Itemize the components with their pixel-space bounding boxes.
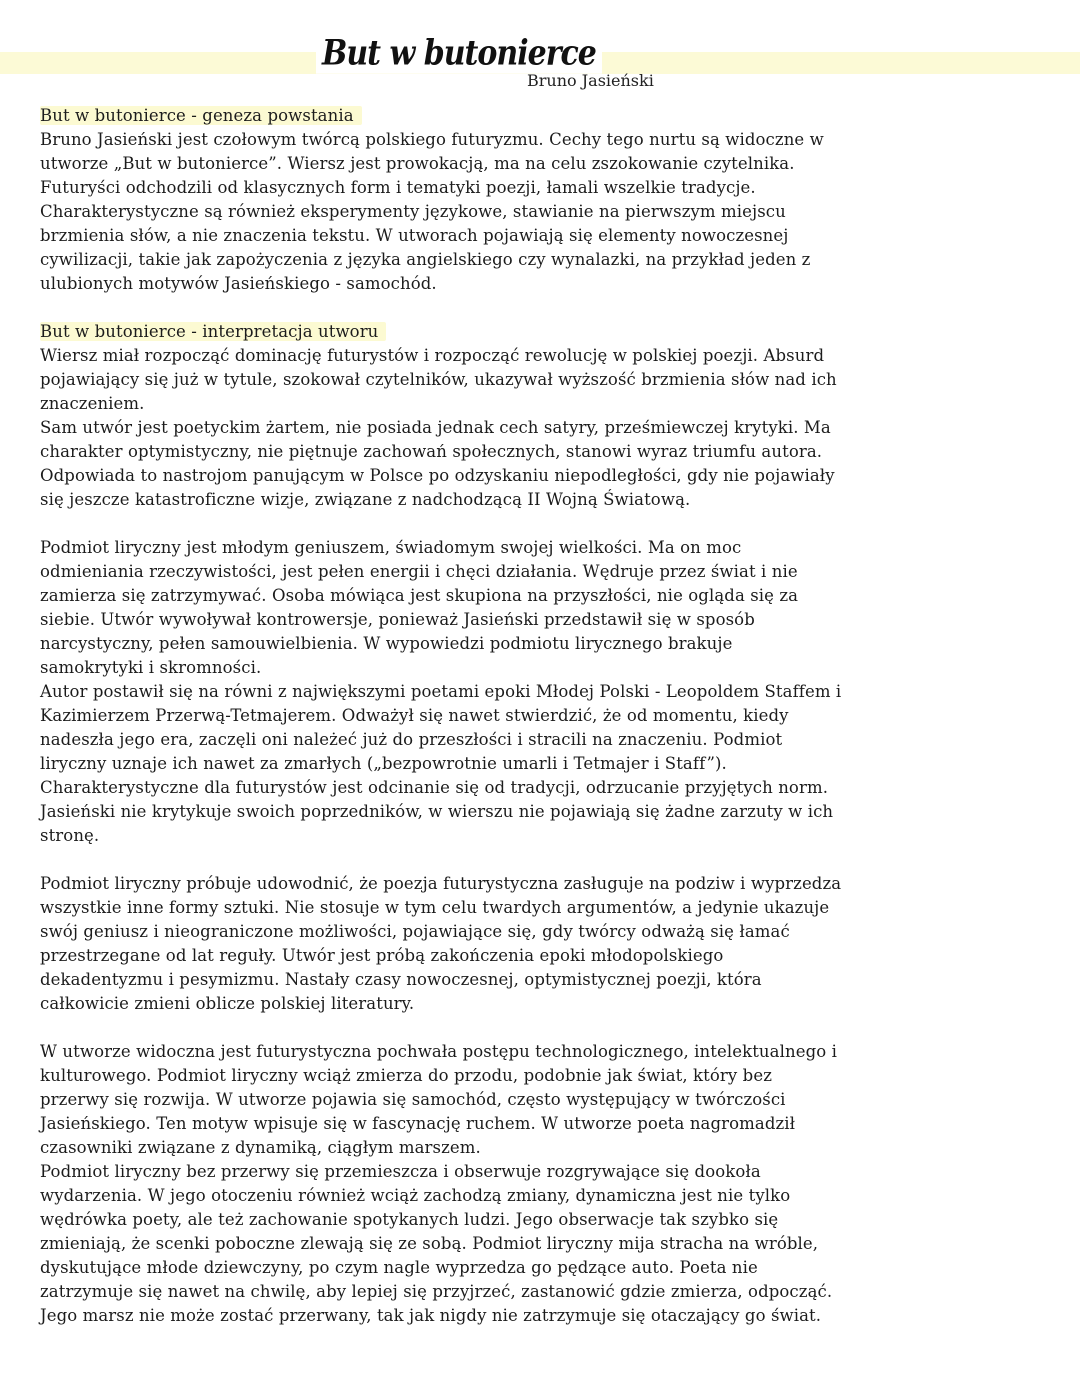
section-heading xyxy=(40,320,1060,344)
text-line: narcystyczny, pełen samouwielbienia. W wypowiedzi podmiotu lirycznego brakuje xyxy=(40,634,733,653)
text-line: Podmiot liryczny bez przerwy się przemieszcza i obserwuje rozgrywające się dookoła xyxy=(40,1162,761,1181)
text-line: wydarzenia. W jego otoczeniu również wciąż zachodzą zmiany, dynamiczna jest nie tylko xyxy=(40,1186,791,1205)
text-line: ulubionych motywów Jasieńskiego - samochód. xyxy=(40,274,437,293)
text-line: stronę. xyxy=(40,826,100,845)
document-body xyxy=(40,104,1060,1328)
text-line: nadeszła jego era, zaczęli oni należeć już do przeszłości i stracili na znaczeniu. Podmiot xyxy=(40,730,783,749)
paragraph xyxy=(40,128,1060,296)
text-line: znaczeniem. xyxy=(40,394,145,413)
text-line: Bruno Jasieński jest czołowym twórcą polskiego futuryzmu. Cechy tego nurtu są widoczne w xyxy=(40,130,824,149)
spacer xyxy=(40,296,1060,320)
text-line: cywilizacji, takie jak zapożyczenia z języka angielskiego czy wynalazki, na przykład jeden z xyxy=(40,250,811,269)
text-line: Odpowiada to nastrojom panującym w Polsce po odzyskaniu niepodległości, gdy nie pojawiały xyxy=(40,466,835,485)
section-heading xyxy=(40,104,1060,128)
text-line: wędrówka poety, ale też zachowanie spotykanych ludzi. Jego obserwacje tak szybko się xyxy=(40,1210,779,1229)
text-line: zamierza się zatrzymywać. Osoba mówiąca jest skupiona na przyszłości, nie ogląda się za xyxy=(40,586,799,605)
text-line: brzmienia słów, a nie znaczenia tekstu. W utworach pojawiają się elementy nowoczesnej xyxy=(40,226,789,245)
text-line: Podmiot liryczny próbuje udowodnić, że poezja futurystyczna zasługuje na podziw i wyprzedza xyxy=(40,874,842,893)
paragraph xyxy=(40,536,1060,848)
spacer xyxy=(40,1016,1060,1040)
text-line: przestrzegane od lat reguły. Utwór jest próbą zakończenia epoki młodopolskiego xyxy=(40,946,724,965)
text-line: charakter optymistyczny, nie piętnuje zachowań społecznych, stanowi wyraz triumfu autora. xyxy=(40,442,823,461)
text-line: W utworze widoczna jest futurystyczna pochwała postępu technologicznego, intelektualnego i xyxy=(40,1042,837,1061)
text-line: dekadentyzmu i pesymizmu. Nastały czasy nowoczesnej, optymistycznej poezji, która xyxy=(40,970,762,989)
paragraph xyxy=(40,344,1060,512)
text-line: Charakterystyczne są również eksperymenty językowe, stawianie na pierwszym miejscu xyxy=(40,202,786,221)
text-line: Podmiot liryczny jest młodym geniuszem, świadomym swojej wielkości. Ma on moc xyxy=(40,538,742,557)
text-line: Sam utwór jest poetyckim żartem, nie posiada jednak cech satyry, prześmiewczej krytyki. Ma xyxy=(40,418,831,437)
text-line: zmieniają, że scenki poboczne zlewają się ze sobą. Podmiot liryczny mija stracha na wróble, xyxy=(40,1234,819,1253)
text-line: liryczny uznaje ich nawet za zmarłych („bezpowrotnie umarli i Tetmajer i Staff”). xyxy=(40,754,727,773)
spacer xyxy=(40,848,1060,872)
text-line: zatrzymuje się nawet na chwilę, aby lepiej się przyjrzeć, zastanowić gdzie zmierza, odpocząć. xyxy=(40,1282,833,1301)
document-author: Bruno Jasieński xyxy=(527,71,654,90)
text-line: Charakterystyczne dla futurystów jest odcinanie się od tradycji, odrzucanie przyjętych norm. xyxy=(40,778,829,797)
text-line: kulturowego. Podmiot liryczny wciąż zmierza do przodu, podobnie jak świat, który bez xyxy=(40,1066,772,1085)
text-line: Jasieńskiego. Ten motyw wpisuje się w fascynację ruchem. W utworze poeta nagromadził xyxy=(40,1114,796,1133)
text-line: Autor postawił się na równi z największymi poetami epoki Młodej Polski - Leopoldem Staffem i xyxy=(40,682,842,701)
section-heading-text: But w butonierce - interpretacja utworu xyxy=(40,322,386,341)
text-line: pojawiający się już w tytule, szokował czytelników, ukazywał wyższość brzmienia słów nad ich xyxy=(40,370,837,389)
text-line: Jasieński nie krytykuje swoich poprzedników, w wierszu nie pojawiają się żadne zarzuty w ich xyxy=(40,802,834,821)
text-line: się jeszcze katastroficzne wizje, związane z nadchodzącą II Wojną Światową. xyxy=(40,490,691,509)
text-line: przerwy się rozwija. W utworze pojawia się samochód, często występujący w twórczości xyxy=(40,1090,786,1109)
document-title: But w butonierce xyxy=(316,33,602,73)
text-line: Jego marsz nie może zostać przerwany, tak jak nigdy nie zatrzymuje się otaczający go świat. xyxy=(40,1306,822,1325)
text-line: siebie. Utwór wywoływał kontrowersje, ponieważ Jasieński przedstawił się w sposób xyxy=(40,610,755,629)
text-line: Wiersz miał rozpocząć dominację futurystów i rozpocząć rewolucję w polskiej poezji. Absurd xyxy=(40,346,825,365)
paragraph xyxy=(40,872,1060,1016)
text-line: odmieniania rzeczywistości, jest pełen energii i chęci działania. Wędruje przez świat i nie xyxy=(40,562,798,581)
section-heading-text: But w butonierce - geneza powstania xyxy=(40,106,362,125)
text-line: utworze „But w butonierce”. Wiersz jest prowokacją, ma na celu zszokowanie czytelnika. xyxy=(40,154,795,173)
text-line: dyskutujące młode dziewczyny, po czym nagle wyprzedza go pędzące auto. Poeta nie xyxy=(40,1258,758,1277)
text-line: wszystkie inne formy sztuki. Nie stosuje w tym celu twardych argumentów, a jedynie ukazuje xyxy=(40,898,830,917)
spacer xyxy=(40,512,1060,536)
text-line: Kazimierzem Przerwą-Tetmajerem. Odważył się nawet stwierdzić, że od momentu, kiedy xyxy=(40,706,789,725)
text-line: całkowicie zmieni oblicze polskiej literatury. xyxy=(40,994,415,1013)
text-line: swój geniusz i nieograniczone możliwości, pojawiające się, gdy twórcy odważą się łamać xyxy=(40,922,790,941)
text-line: czasowniki związane z dynamiką, ciągłym marszem. xyxy=(40,1138,481,1157)
text-line: samokrytyki i skromności. xyxy=(40,658,262,677)
text-line: Futuryści odchodzili od klasycznych form i tematyki poezji, łamali wszelkie tradycje. xyxy=(40,178,756,197)
paragraph xyxy=(40,1040,1060,1328)
